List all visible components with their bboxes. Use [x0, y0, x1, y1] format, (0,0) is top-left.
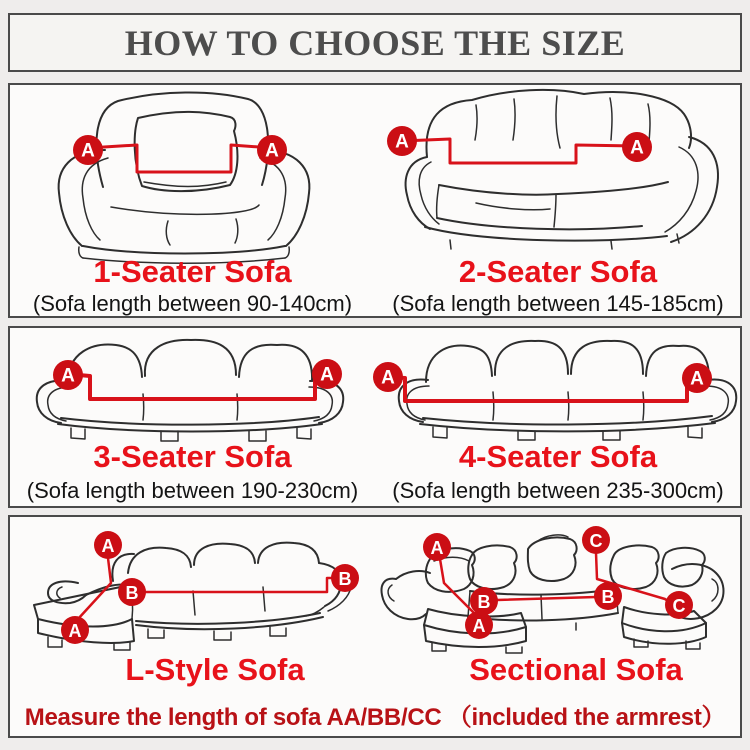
four-seater-sofa-drawing — [378, 332, 742, 444]
svg-text:A: A — [320, 364, 334, 386]
svg-text:A: A — [265, 140, 279, 162]
marker-a-left — [73, 135, 103, 165]
measure-line-a — [388, 377, 697, 401]
two-seater-size-range: (Sofa length between 145-185cm) — [392, 291, 724, 316]
l-style-sofa-figure — [18, 521, 370, 659]
svg-text:A: A — [61, 365, 75, 387]
three-seater-label: 3-Seater Sofa — [93, 439, 292, 474]
sectional-label: Sectional Sofa — [469, 652, 683, 687]
four-seater-sofa-figure — [378, 332, 742, 444]
one-seater-sofa-drawing — [25, 87, 345, 255]
section-small-sofas — [8, 83, 742, 318]
two-seater-sketch — [406, 90, 718, 249]
measure-line-a — [88, 145, 272, 172]
two-seater-sofa-figure — [380, 85, 738, 255]
three-seater-sofa-drawing — [15, 332, 365, 444]
marker-a-bottom — [465, 611, 493, 639]
svg-text:A: A — [81, 140, 95, 162]
measure-line-a — [402, 139, 636, 163]
marker-b-right — [331, 564, 359, 592]
svg-text:A: A — [690, 368, 704, 390]
svg-text:B: B — [338, 569, 352, 589]
marker-b-left — [470, 587, 498, 615]
svg-text:A: A — [68, 621, 82, 641]
title-banner — [8, 13, 742, 72]
measure-line-a — [68, 374, 327, 399]
svg-text:A: A — [630, 137, 644, 159]
marker-a-left — [387, 126, 417, 156]
measure-line-b — [497, 597, 596, 600]
measure-line-a — [78, 558, 111, 619]
marker-c-top — [582, 526, 610, 554]
svg-text:B: B — [601, 587, 615, 607]
svg-text:A: A — [395, 131, 409, 153]
one-seater-sofa-figure — [25, 87, 345, 255]
marker-b-right — [594, 582, 622, 610]
marker-a-right — [682, 363, 712, 393]
one-seater-size-range: (Sofa length between 90-140cm) — [32, 291, 353, 316]
svg-text:B: B — [477, 592, 491, 612]
marker-a-right — [312, 359, 342, 389]
marker-a-left — [373, 362, 403, 392]
section-corner-sofas — [8, 515, 742, 738]
one-seater-label: 1-Seater Sofa — [93, 254, 292, 289]
measure-instruction-note: Measure the length of sofa AA/BB/CC （included the armrest） — [24, 704, 726, 731]
l-style-sofa-drawing — [18, 521, 370, 659]
three-seater-sketch — [37, 340, 343, 441]
three-seater-sofa-figure — [15, 332, 365, 444]
marker-b-left — [118, 578, 146, 606]
svg-text:B: B — [125, 583, 139, 603]
l-style-label: L-Style Sofa — [125, 652, 305, 687]
measure-line-b — [144, 578, 333, 592]
marker-c-right — [665, 591, 693, 619]
svg-text:A: A — [381, 367, 395, 389]
three-seater-size-range: (Sofa length between 190-230cm) — [26, 478, 359, 503]
marker-a-right — [622, 132, 652, 162]
page-title: HOW TO CHOOSE THE SIZE — [124, 22, 626, 63]
svg-text:C: C — [672, 596, 686, 616]
armchair-sketch — [59, 92, 310, 263]
sectional-sofa-figure — [376, 519, 742, 669]
measure-line-a — [440, 559, 476, 615]
sectional-sofa-drawing — [376, 519, 742, 669]
two-seater-sofa-drawing — [380, 85, 738, 255]
two-seater-label: 2-Seater Sofa — [458, 254, 658, 289]
four-seater-label: 4-Seater Sofa — [458, 439, 658, 474]
marker-a-left — [53, 360, 83, 390]
four-seater-size-range: (Sofa length between 235-300cm) — [392, 478, 724, 503]
svg-text:C: C — [589, 531, 603, 551]
marker-a-top — [94, 531, 122, 559]
svg-text:A: A — [430, 538, 444, 558]
svg-text:A: A — [101, 536, 115, 556]
marker-a-right — [257, 135, 287, 165]
marker-a-bottom — [61, 616, 89, 644]
section-long-sofas — [8, 326, 742, 508]
svg-text:A: A — [472, 616, 486, 636]
marker-a-top — [423, 533, 451, 561]
